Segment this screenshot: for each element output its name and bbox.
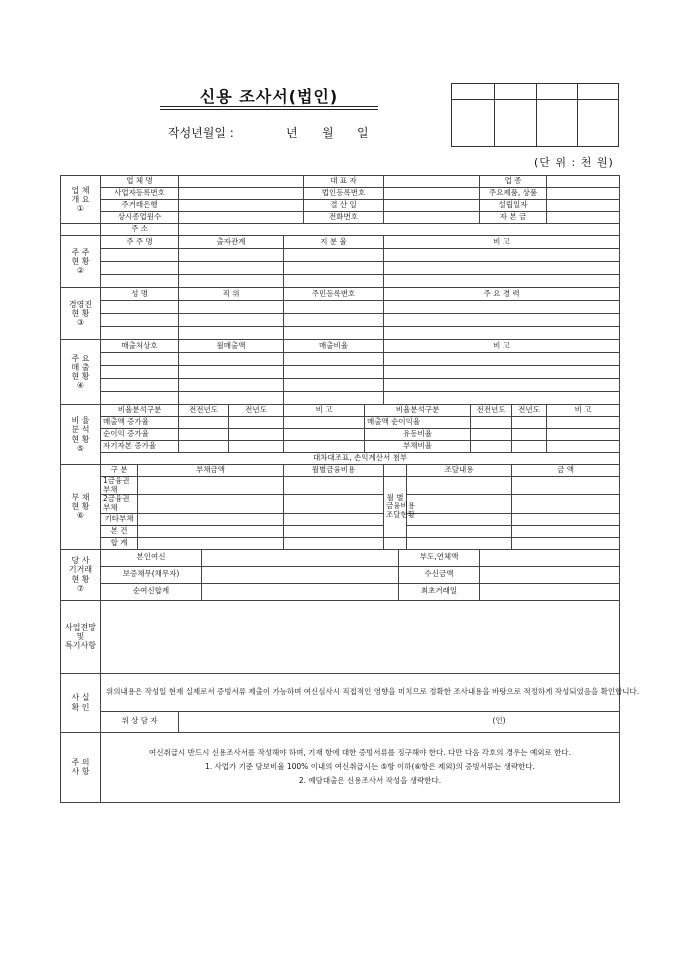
table-cell[interactable] — [101, 366, 179, 379]
sales-growth-label: 매출액 증가율 — [101, 417, 179, 429]
table-cell[interactable] — [384, 314, 620, 327]
table-cell[interactable] — [384, 262, 620, 275]
section-outlook — [61, 600, 101, 673]
section-label: 개 요 — [71, 194, 90, 204]
table-cell[interactable] — [101, 262, 179, 275]
amount-header: 금 액 — [512, 465, 620, 477]
table-cell[interactable] — [229, 441, 284, 453]
table-cell[interactable] — [512, 495, 620, 513]
table-cell[interactable] — [547, 417, 620, 429]
sales-ratio-header: 매출비율 — [284, 340, 384, 353]
section-label: 사업전망 — [65, 622, 96, 632]
section-number: ⑤ — [76, 443, 85, 453]
title-underline — [160, 106, 378, 107]
table-cell[interactable] — [284, 417, 365, 429]
table-cell[interactable] — [138, 477, 284, 495]
investment-relation-header: 출자관계 — [179, 236, 284, 249]
section-label: 당 사 — [71, 556, 90, 566]
section-number: ⑥ — [76, 511, 85, 521]
table-cell[interactable] — [138, 525, 284, 537]
date-label: 작성년월일 : — [168, 126, 234, 140]
approval-head — [495, 84, 537, 100]
section-label: 확 인 — [71, 702, 90, 712]
date-year: 년 — [286, 126, 298, 140]
monthly-finance-cost-header: 월별금융비용 — [284, 465, 384, 477]
table-cell[interactable] — [512, 477, 620, 495]
table-cell[interactable] — [471, 429, 512, 441]
ratio-type-header: 비율분석구분 — [365, 405, 471, 417]
remarks-header: 비 고 — [384, 236, 620, 249]
credit-report-form — [60, 175, 640, 803]
shareholder-name-header: 주 주 명 — [101, 236, 179, 249]
first-trade-value[interactable] — [480, 583, 620, 600]
table-cell[interactable] — [284, 249, 384, 262]
section-notes — [61, 732, 101, 802]
section-label: 현 황 — [71, 574, 90, 584]
table-cell[interactable] — [179, 392, 284, 405]
equity-growth-label: 자기자본 증가율 — [101, 441, 179, 453]
note-item: 2. 예담대출은 신용조사서 작성을 생략한다. — [298, 776, 442, 786]
phone-label: 전화번호 — [304, 212, 384, 224]
customer-header: 매출처상호 — [101, 340, 179, 353]
section-label: 및 — [76, 631, 85, 641]
table-cell[interactable] — [284, 513, 384, 525]
title-underline-2 — [160, 109, 378, 110]
total-label: 합 계 — [101, 537, 138, 549]
label-line: 조달현황 — [386, 510, 416, 520]
table-cell[interactable] — [101, 301, 179, 314]
table-cell[interactable] — [384, 392, 620, 405]
table-cell[interactable] — [101, 327, 179, 340]
approval-head — [537, 84, 578, 100]
main-products-value[interactable] — [547, 188, 620, 200]
address-value[interactable] — [179, 224, 620, 236]
table-cell[interactable] — [547, 441, 620, 453]
section-label: 특기사항 — [65, 641, 96, 651]
capital-value[interactable] — [547, 212, 620, 224]
deposit-value[interactable] — [480, 566, 620, 583]
current-ratio-label: 유동비율 — [365, 429, 471, 441]
table-cell[interactable] — [179, 249, 284, 262]
section-label: 매 출 — [71, 362, 90, 372]
table-cell[interactable] — [284, 525, 384, 537]
industry-value[interactable] — [547, 176, 620, 188]
section-label: 업 체 — [71, 185, 90, 195]
table-cell[interactable] — [384, 353, 620, 366]
label-line: 금융비용 — [386, 501, 416, 511]
writer-signature-field[interactable] — [179, 711, 620, 732]
blank-cell — [384, 465, 407, 477]
section-label: 주 요 — [71, 353, 90, 363]
table-cell[interactable] — [284, 301, 384, 314]
table-cell[interactable] — [384, 301, 620, 314]
table-cell[interactable] — [138, 495, 284, 513]
section-label: 주 주 — [71, 247, 90, 257]
prev-year-header: 전년도 — [512, 405, 547, 417]
career-header: 주 요 경 력 — [384, 288, 620, 301]
table-cell[interactable] — [284, 327, 384, 340]
section-ratios — [61, 405, 101, 465]
position-header: 직 위 — [179, 288, 284, 301]
table-cell[interactable] — [471, 417, 512, 429]
section-label: 기거래 — [68, 565, 93, 575]
table-cell[interactable] — [471, 441, 512, 453]
table-cell[interactable] — [179, 301, 284, 314]
resident-reg-header: 주민등록번호 — [284, 288, 384, 301]
closing-date-value[interactable] — [384, 200, 480, 212]
table-cell[interactable] — [384, 249, 620, 262]
table-cell[interactable] — [384, 366, 620, 379]
business-reg-value[interactable] — [179, 188, 304, 200]
name-header: 성 명 — [101, 288, 179, 301]
statements-attached-note: 대차대조표, 손익계산서 첨부 — [101, 453, 620, 465]
table-cell[interactable] — [179, 417, 229, 429]
table-cell[interactable] — [179, 275, 284, 288]
note-line: 여신취급시 반드시 신용조사서를 작성해야 하며, 기재 항에 대한 증빙서류를 징구해야 한다. 다만 다음 각호의 경우는 예외로 한다. — [148, 747, 572, 757]
category-header: 구 분 — [101, 465, 138, 477]
section-label: 현 황 — [71, 372, 90, 381]
table-cell[interactable] — [179, 366, 284, 379]
section-sales — [61, 340, 101, 405]
section-number: ① — [76, 204, 85, 214]
section-label: 현 황 — [71, 502, 90, 512]
default-amount-value[interactable] — [480, 549, 620, 566]
remarks-header: 비 고 — [284, 405, 365, 417]
table-cell[interactable] — [284, 353, 384, 366]
notes-text — [101, 732, 620, 802]
company-name-label: 업 체 명 — [101, 176, 179, 188]
confirmation-paragraph: 위의내용은 작성일 현재 실제로서 증빙서류 제출이 가능하며 여신심사시 직접적인 영향을 미치므로 정확한 조사내용을 바탕으로 적정하게 작성되었음을 확인합니다. — [106, 686, 640, 696]
section-shareholders — [61, 236, 101, 288]
debt-amount-header: 부채금액 — [138, 465, 284, 477]
approval-head — [578, 84, 619, 100]
table-cell[interactable] — [179, 429, 229, 441]
table-cell[interactable] — [179, 379, 284, 392]
net-credit-label: 순여신합계 — [101, 583, 202, 600]
section-label: 경영진 — [68, 299, 93, 309]
table-cell[interactable] — [407, 495, 512, 513]
confirmation-text — [101, 673, 640, 711]
table-cell[interactable] — [512, 417, 547, 429]
address-label: 주 소 — [101, 224, 179, 236]
page-title: 신용 조사서(법인) — [199, 87, 339, 106]
table-cell[interactable] — [284, 477, 384, 495]
section-label: 사 실 — [71, 693, 90, 703]
section-label: 현 황 — [71, 256, 90, 266]
table-cell[interactable] — [229, 417, 284, 429]
corp-reg-value[interactable] — [384, 188, 480, 200]
table-cell[interactable] — [179, 441, 229, 453]
table-cell[interactable] — [101, 314, 179, 327]
table-cell[interactable] — [101, 275, 179, 288]
section-label: 주 의 — [71, 757, 90, 767]
debt-tier1-label: 1금융권부채 — [101, 477, 138, 495]
table-cell[interactable] — [384, 537, 407, 549]
section-label: 부 채 — [71, 492, 90, 502]
section-number: ④ — [76, 381, 85, 391]
monthly-funding-label — [384, 477, 416, 538]
own-credit-label: 본인여신 — [101, 549, 202, 566]
share-ratio-header: 지 분 율 — [284, 236, 384, 249]
representative-value[interactable] — [384, 176, 480, 188]
founding-date-value[interactable] — [547, 200, 620, 212]
approval-sign[interactable] — [537, 100, 578, 147]
phone-value[interactable] — [384, 212, 480, 224]
main-products-label: 주요제품, 상품 — [480, 188, 547, 200]
debt-tier2-label: 2금융권부채 — [101, 495, 138, 513]
table-cell[interactable] — [229, 429, 284, 441]
main-bank-value[interactable] — [179, 200, 304, 212]
funding-detail-header: 조달내용 — [407, 465, 512, 477]
table-cell[interactable] — [138, 513, 284, 525]
table-cell[interactable] — [101, 249, 179, 262]
first-trade-label: 최초거래일 — [399, 583, 480, 600]
table-cell[interactable] — [284, 537, 384, 549]
table-cell[interactable] — [407, 525, 512, 537]
other-debt-label: 기타부채 — [101, 513, 138, 525]
table-cell[interactable] — [101, 379, 179, 392]
section-number: ⑦ — [76, 583, 85, 593]
blank-cell — [61, 224, 101, 236]
seal-mark: (인) — [492, 716, 506, 726]
net-credit-value[interactable] — [202, 583, 399, 600]
table-cell[interactable] — [284, 495, 384, 513]
this-case-label: 본 건 — [101, 525, 138, 537]
deposit-label: 수신금액 — [399, 566, 480, 583]
business-reg-label: 사업자등록번호 — [101, 188, 179, 200]
remarks-header: 비 고 — [547, 405, 620, 417]
table-cell[interactable] — [101, 392, 179, 405]
table-cell[interactable] — [284, 441, 365, 453]
date-month: 월 — [322, 126, 334, 140]
table-cell[interactable] — [284, 429, 365, 441]
default-amount-label: 부도,연체액 — [399, 549, 480, 566]
table-cell[interactable] — [512, 513, 620, 525]
closing-date-label: 결 산 일 — [304, 200, 384, 212]
own-credit-value[interactable] — [202, 549, 399, 566]
debt-ratio-label: 부채비율 — [365, 441, 471, 453]
table-cell[interactable] — [284, 314, 384, 327]
table-cell[interactable] — [284, 366, 384, 379]
main-bank-label: 주거래은행 — [101, 200, 179, 212]
remarks-header: 비 고 — [384, 340, 620, 353]
table-cell[interactable] — [547, 429, 620, 441]
table-cell[interactable] — [284, 392, 384, 405]
table-cell[interactable] — [407, 537, 512, 549]
section-management — [61, 288, 101, 340]
table-cell[interactable] — [407, 513, 512, 525]
date-day: 일 — [357, 126, 369, 140]
table-cell[interactable] — [179, 327, 284, 340]
table-cell[interactable] — [284, 275, 384, 288]
table-cell[interactable] — [179, 314, 284, 327]
note-item: 1. 사업가 기준 담보비율 100% 이내의 여신취급시는 ⑤항 이하(⑥항은 제외)의 증빙서류는 생략한다. — [204, 761, 536, 771]
table-cell[interactable] — [384, 327, 620, 340]
corp-reg-label: 법인등록번호 — [304, 188, 384, 200]
company-name-value[interactable] — [179, 176, 304, 188]
section-label: 사 항 — [71, 767, 90, 776]
income-growth-label: 순이익 증가율 — [101, 429, 179, 441]
monthly-sales-header: 월매출액 — [179, 340, 284, 353]
guarantee-label: 보증채무(채무자) — [101, 566, 202, 583]
section-label: 비 율 — [71, 416, 90, 426]
approval-sign[interactable] — [452, 100, 495, 147]
table-cell[interactable] — [179, 353, 284, 366]
section-confirmation — [61, 673, 101, 732]
section-number: ② — [76, 266, 85, 276]
label-line: 월 별 — [386, 492, 404, 502]
table-cell[interactable] — [407, 477, 512, 495]
prev2-year-header: 전전년도 — [179, 405, 229, 417]
industry-label: 업 종 — [480, 176, 547, 188]
ratio-type-header: 비율분석구분 — [101, 405, 179, 417]
section-debt — [61, 465, 101, 550]
employees-label: 상시종업원수 — [101, 212, 179, 224]
table-cell[interactable] — [512, 537, 620, 549]
table-cell[interactable] — [512, 429, 547, 441]
capital-label: 자 본 금 — [480, 212, 547, 224]
section-number: ③ — [76, 318, 85, 328]
table-cell[interactable] — [284, 379, 384, 392]
table-cell[interactable] — [284, 262, 384, 275]
table-cell[interactable] — [179, 262, 284, 275]
net-margin-label: 매출액 순이익율 — [365, 417, 471, 429]
section-transactions — [61, 549, 101, 600]
unit-label: (단 위 : 천 원) — [534, 156, 614, 169]
guarantee-value[interactable] — [202, 566, 399, 583]
section-overview — [61, 176, 101, 224]
table-cell[interactable] — [138, 537, 284, 549]
approval-sign[interactable] — [578, 100, 619, 147]
representative-label: 대 표 자 — [304, 176, 384, 188]
approval-box — [451, 83, 619, 147]
table-cell[interactable] — [384, 379, 620, 392]
approval-head — [452, 84, 495, 100]
prev-year-header: 전년도 — [229, 405, 284, 417]
writer-label: 위 상 담 자 — [101, 711, 179, 732]
section-label: 분 석 — [71, 425, 90, 435]
employees-value[interactable] — [179, 212, 304, 224]
prev2-year-header: 전전년도 — [471, 405, 512, 417]
table-cell[interactable] — [384, 275, 620, 288]
section-label: 현 황 — [71, 308, 90, 318]
founding-date-label: 설립일자 — [480, 200, 547, 212]
table-cell[interactable] — [512, 525, 620, 537]
approval-sign[interactable] — [495, 100, 537, 147]
table-cell[interactable] — [101, 353, 179, 366]
section-label: 현 황 — [71, 434, 90, 444]
table-cell[interactable] — [512, 441, 547, 453]
outlook-value[interactable] — [101, 600, 620, 673]
